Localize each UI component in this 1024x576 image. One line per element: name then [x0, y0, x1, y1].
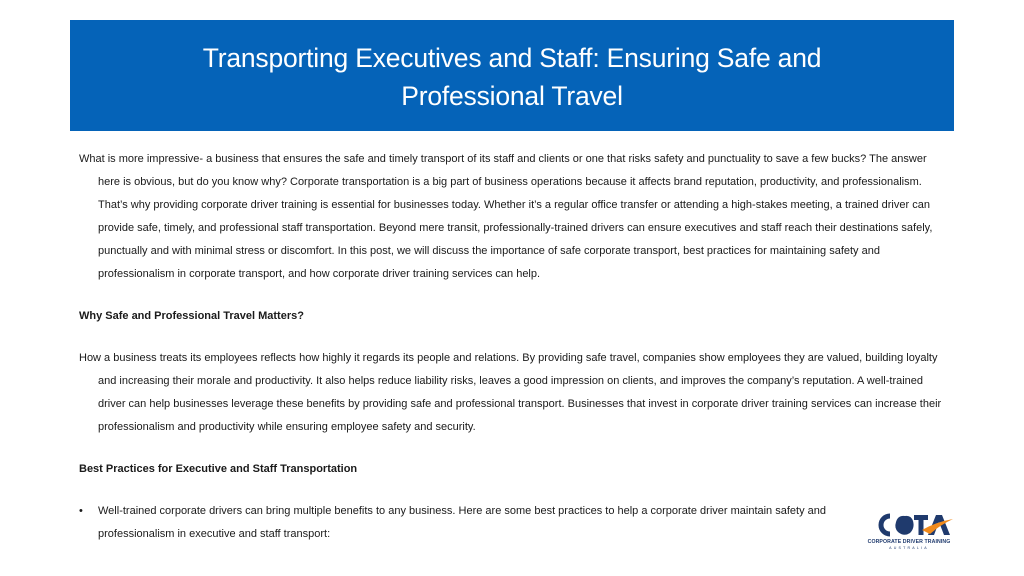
- logo-name: CORPORATE DRIVER TRAINING: [867, 539, 951, 545]
- intro-paragraph: What is more impressive- a business that ensures the safe and timely transport of its staff and clients or one that risks safety and punctuality to save a few bucks? The answer here is obvious, but do you know why? Corporate transportation is a big part of business operations because it affects brand reputation, productivity, and professionalism. That’s why providing corporate driver training is essential for businesses today. Whether it’s a regular office transfer or attending a high-stakes meeting, a trained driver can provide safe, timely, and professional staff transportation. Beyond mere transit, professionally-trained drivers can ensure executives and staff reach their destinations safely, punctually and with minimal stress or discomfort. In this post, we will discuss the importance of safe corporate transport, best practices for maintaining safety and professionalism in corporate transport, and how corporate driver training services can help.: [79, 153, 933, 280]
- cota-logo: [864, 510, 954, 552]
- section-heading-best-practices: Best Practices for Executive and Staff Transportation: [79, 463, 358, 475]
- bullet-text: Well-trained corporate drivers can bring multiple benefits to any business. Here are some best practices to help a corporate driver maintain safety and professionalism in executive and staff transport:: [98, 505, 826, 540]
- section-heading-why: Why Safe and Professional Travel Matters?: [79, 310, 304, 322]
- bullet-item: [79, 500, 951, 546]
- cota-logo-icon: [864, 510, 954, 540]
- logo-subtitle: AUSTRALIA: [889, 546, 929, 550]
- page-title-line-2: Professional Travel: [401, 80, 623, 111]
- title-banner: [70, 20, 954, 131]
- page-title-line-1: Transporting Executives and Staff: Ensuring Safe and: [202, 42, 822, 73]
- bullet-icon: •: [79, 505, 83, 517]
- why-paragraph: How a business treats its employees reflects how highly it regards its people and relations. By providing safe travel, companies show employees they are valued, building loyalty and increasing their morale and productivity. It also helps reduce liability risks, leaves a good impression on clients, and improves the company’s reputation. A well-trained driver can help businesses leverage these benefits by providing safe and professional transport. Businesses that invest in corporate driver training services can increase their professionalism and productivity while ensuring employee safety and security.: [79, 352, 942, 433]
- article-body: [79, 148, 951, 546]
